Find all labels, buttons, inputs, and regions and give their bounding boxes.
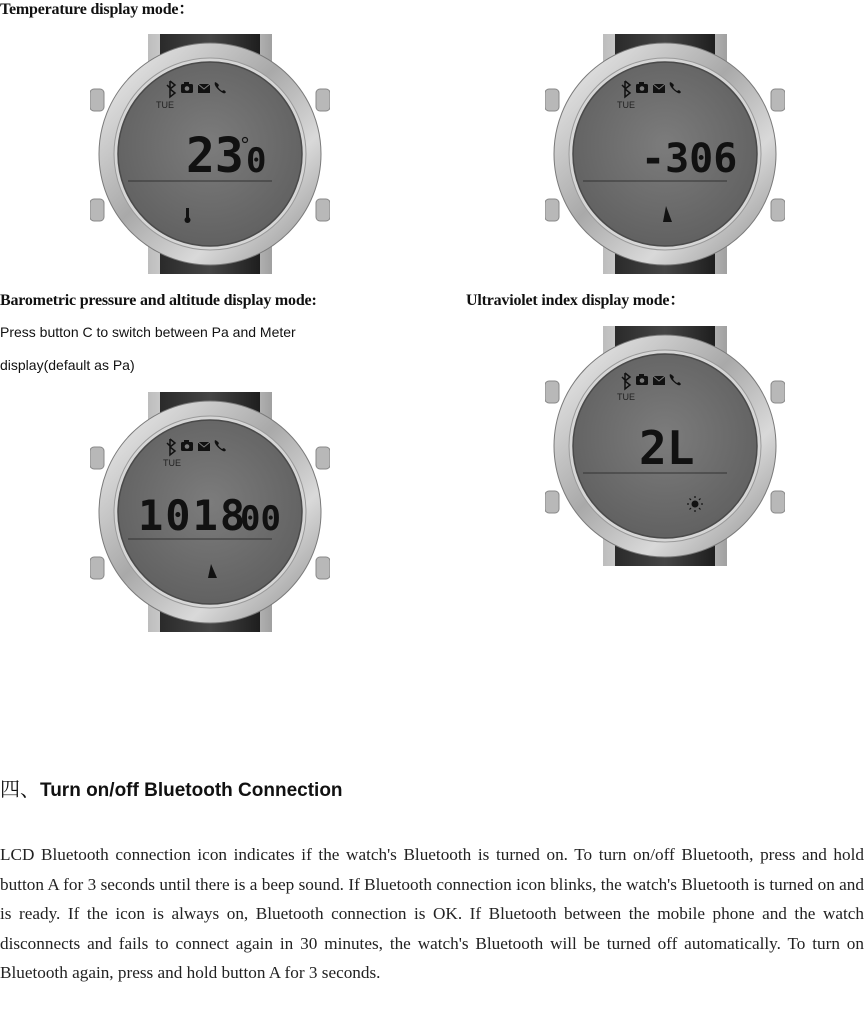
watch-day-label: TUE xyxy=(156,100,174,110)
pressure-reading: 1018 xyxy=(138,491,248,540)
temperature-reading: 23 xyxy=(186,128,244,184)
uv-mode-heading: Ultraviolet index display mode： xyxy=(466,292,686,309)
watch-day-label: TUE xyxy=(617,100,635,110)
altitude-reading: -306 xyxy=(641,136,738,182)
section-title: Turn on/off Bluetooth Connection xyxy=(40,780,343,801)
temperature-watch-image xyxy=(90,34,330,274)
temperature-mode-heading: Temperature display mode： xyxy=(0,1,195,18)
pressure-decimal: 00 xyxy=(240,499,281,539)
barometric-note-line1: Press button C to switch between Pa and Meter xyxy=(0,324,296,340)
uv-reading: 2L xyxy=(639,421,695,475)
watch-day-label: TUE xyxy=(163,458,181,468)
uv-watch-image xyxy=(545,326,785,566)
watch-day-label: TUE xyxy=(617,392,635,402)
barometric-note-line2: display(default as Pa) xyxy=(0,357,135,373)
section-body: LCD Bluetooth connection icon indicates if the watch's Bluetooth is turned on. To turn on/off Bluetooth, press and hold button A for 3 seconds until there is a beep sound. If Bluetooth connection icon blinks, the watch's Bluetooth is turned on and is ready. If the icon is always on, Bluetooth connection is OK. If Bluetooth between the mobile phone and the watch disconnects and fails to connect again in 30 minutes, the watch's Bluetooth will be turned off automatically. To turn on Bluetooth again, press and hold button A for 3 seconds. xyxy=(0,845,864,982)
barometric-mode-heading: Barometric pressure and altitude display mode: xyxy=(0,292,317,309)
section-heading xyxy=(0,776,343,804)
section-number: 四、 xyxy=(0,777,40,801)
altitude-watch-image xyxy=(545,34,785,274)
pressure-watch-image xyxy=(90,392,330,632)
temperature-decimal: 0 xyxy=(246,141,267,181)
